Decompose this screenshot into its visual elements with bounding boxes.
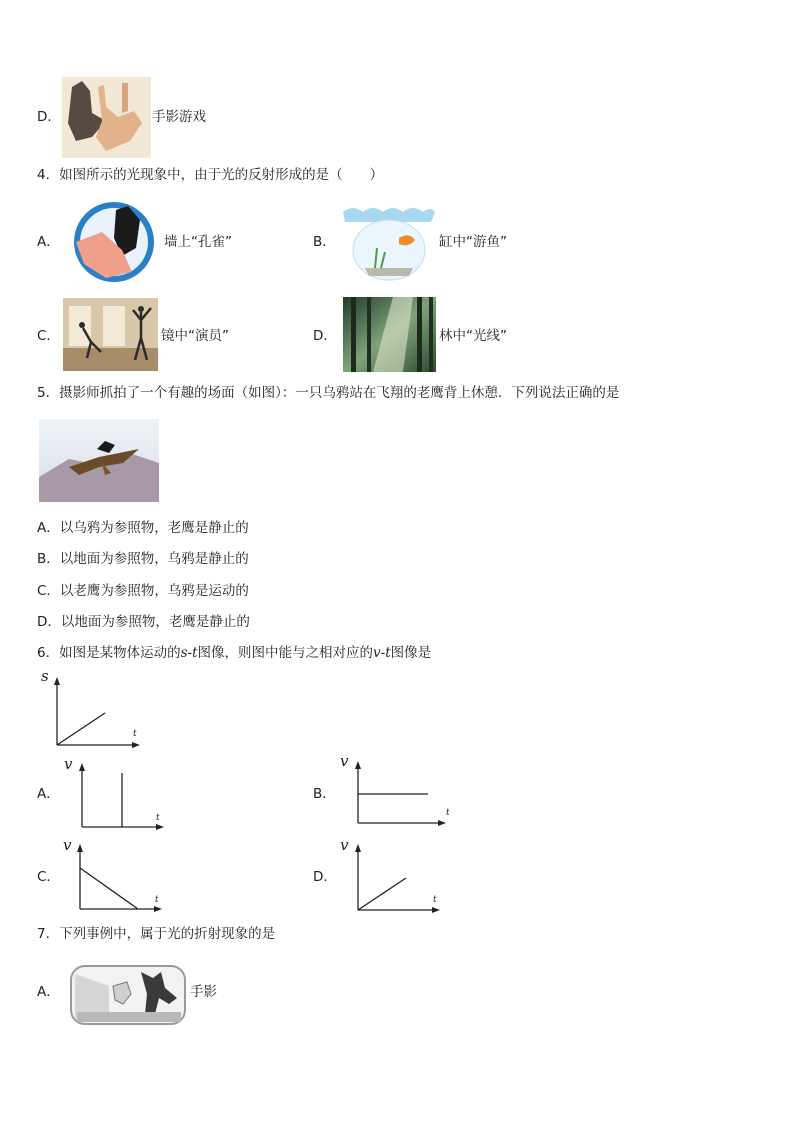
q4-option-c-letter: C． xyxy=(37,328,60,344)
q6-stem-part1: 6．如图是某物体运动的 xyxy=(37,645,181,661)
q5-option-c: C．以老鹰为参照物，乌鸦是运动的 xyxy=(37,583,249,599)
q5-option-a: A．以乌鸦为参照物，老鹰是静止的 xyxy=(37,520,249,536)
q6-option-b-v-label: v xyxy=(340,752,349,770)
q4-option-d-letter: D． xyxy=(313,328,337,344)
q6-option-a-letter: A． xyxy=(37,786,60,802)
q6-option-b-t-label: t xyxy=(446,808,450,818)
q6-option-d-letter: D． xyxy=(313,869,337,885)
forest-light-image xyxy=(343,297,436,372)
q6-option-b-graph xyxy=(338,752,453,829)
q6-option-c-t-label: t xyxy=(155,895,159,905)
q6-option-c-graph xyxy=(62,838,167,914)
q6-option-d-graph xyxy=(338,838,443,914)
q6-stem-part3: 图像是 xyxy=(390,645,432,661)
q4-option-a-letter: A． xyxy=(37,234,60,250)
q6-option-d-t-label: t xyxy=(433,895,437,905)
st-graph xyxy=(40,667,145,751)
q3-option-d-letter: D． xyxy=(37,109,61,125)
hand-shadow-game-image xyxy=(62,77,151,158)
q4-option-a-caption: 墙上“孔雀” xyxy=(164,234,232,250)
q6-option-d-v-label: v xyxy=(340,836,349,854)
q6-option-a-v-label: v xyxy=(64,755,73,773)
q6-option-b-letter: B． xyxy=(313,786,336,802)
q6-option-c-letter: C． xyxy=(37,869,60,885)
mirror-dancer-image xyxy=(63,298,158,371)
st-graph-s-label: s xyxy=(41,667,49,685)
q6-stem-vt: v-t xyxy=(373,645,391,661)
q3-option-d-caption: 手影游戏 xyxy=(152,109,206,125)
q5-option-b: B．以地面为参照物，乌鸦是静止的 xyxy=(37,551,249,567)
q4-option-d-caption: 林中“光线” xyxy=(439,328,507,344)
q4-option-b-letter: B． xyxy=(313,234,336,250)
q6-stem-part2: 图像，则图中能与之相对应的 xyxy=(197,645,374,661)
q6-option-c-v-label: v xyxy=(63,836,72,854)
hand-shadow-image xyxy=(69,964,187,1026)
q6-option-a-graph xyxy=(62,757,167,831)
st-graph-t-label: t xyxy=(133,729,137,739)
q7-option-a-caption: 手影 xyxy=(190,984,217,1000)
q6-option-a-t-label: t xyxy=(156,813,160,823)
q7-option-a-letter: A． xyxy=(37,984,60,1000)
fish-tank-image xyxy=(339,202,437,283)
question-7-stem: 7．下列事例中，属于光的折射现象的是 xyxy=(37,926,276,942)
crow-on-eagle-image xyxy=(39,419,159,502)
question-5-stem: 5．摄影师抓拍了一个有趣的场面（如图）：一只乌鸦站在飞翔的老鹰背上休憩．下列说法正确的是 xyxy=(37,385,620,401)
wall-peacock-shadow-image xyxy=(66,202,161,283)
q4-option-b-caption: 缸中“游鱼” xyxy=(439,234,507,250)
q5-option-d: D．以地面为参照物，老鹰是静止的 xyxy=(37,614,250,630)
q6-stem-st: s-t xyxy=(180,645,198,661)
question-6-stem xyxy=(37,644,431,662)
question-4-stem: 4．如图所示的光现象中，由于光的反射形成的是（ ） xyxy=(37,167,384,183)
q4-option-c-caption: 镜中“演员” xyxy=(161,328,229,344)
